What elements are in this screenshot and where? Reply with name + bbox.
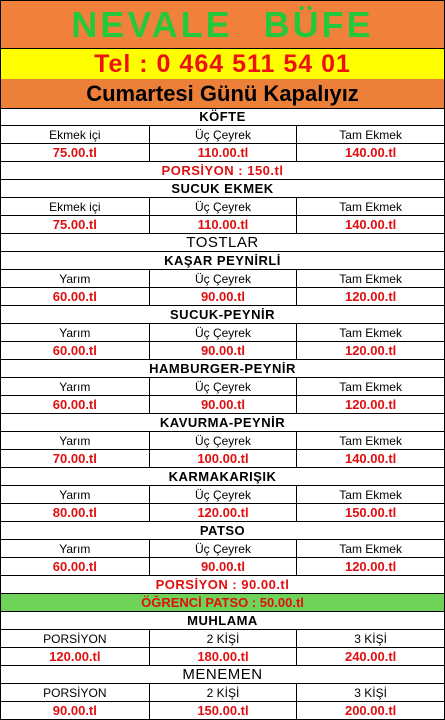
price-cell: 120.00.tl bbox=[296, 288, 444, 305]
price-cell: 140.00.tl bbox=[296, 216, 444, 233]
price-row-hamburger bbox=[1, 396, 444, 414]
section-title-sucuk-peynir: SUCUK-PEYNİR bbox=[1, 306, 444, 324]
price-cell: 120.00.tl bbox=[149, 504, 297, 521]
label-cell: Tam Ekmek bbox=[296, 270, 444, 287]
section-title-muhlama: MUHLAMA bbox=[1, 612, 444, 630]
label-cell: Üç Çeyrek bbox=[149, 270, 297, 287]
price-cell: 75.00.tl bbox=[52, 217, 97, 232]
label-row-kofte bbox=[1, 126, 444, 144]
label-row-karmakarisik bbox=[1, 486, 444, 504]
price-row-kofte bbox=[1, 144, 444, 162]
porsiyon-kofte: PORSİYON : 150.tl bbox=[1, 162, 444, 180]
label-cell: Tam Ekmek bbox=[296, 540, 444, 557]
label-cell: Üç Çeyrek bbox=[149, 126, 297, 143]
label-cell: Ekmek içi bbox=[49, 127, 101, 142]
section-title-patso: PATSO bbox=[1, 522, 444, 540]
label-row-hamburger bbox=[1, 378, 444, 396]
price-cell: 90.00.tl bbox=[149, 288, 297, 305]
label-row-sucuk-ekmek bbox=[1, 198, 444, 216]
price-cell: 90.00.tl bbox=[149, 342, 297, 359]
price-cell: 120.00.tl bbox=[296, 396, 444, 413]
price-cell: 120.00.tl bbox=[296, 342, 444, 359]
section-title-kofte: KÖFTE bbox=[1, 108, 444, 126]
label-row-kasar bbox=[1, 270, 444, 288]
title-band bbox=[1, 1, 444, 48]
price-cell: 75.00.tl bbox=[52, 145, 97, 160]
price-cell: 70.00.tl bbox=[52, 451, 97, 466]
price-cell: 90.00.tl bbox=[149, 558, 297, 575]
label-cell: 3 KİŞİ bbox=[296, 630, 444, 647]
price-cell: 100.00.tl bbox=[149, 450, 297, 467]
section-title-hamburger: HAMBURGER-PEYNİR bbox=[1, 360, 444, 378]
label-cell: Üç Çeyrek bbox=[149, 432, 297, 449]
section-title-menemen: MENEMEN bbox=[1, 666, 444, 684]
label-row-muhlama bbox=[1, 630, 444, 648]
label-cell: Tam Ekmek bbox=[296, 432, 444, 449]
label-cell: Yarım bbox=[59, 271, 91, 286]
price-row-sucuk-ekmek bbox=[1, 216, 444, 234]
price-cell: 180.00.tl bbox=[149, 648, 297, 665]
label-cell: Tam Ekmek bbox=[296, 486, 444, 503]
phone-number: Tel : 0 464 511 54 01 bbox=[94, 49, 351, 78]
label-cell: 3 KİŞİ bbox=[296, 684, 444, 701]
porsiyon-patso: PORSİYON : 90.00.tl bbox=[1, 576, 444, 594]
label-row-patso bbox=[1, 540, 444, 558]
price-cell: 150.00.tl bbox=[296, 504, 444, 521]
label-row-kavurma bbox=[1, 432, 444, 450]
phone-band bbox=[1, 48, 444, 80]
price-cell: 90.00.tl bbox=[149, 396, 297, 413]
price-row-menemen bbox=[1, 702, 444, 720]
section-title-sucuk-ekmek: SUCUK EKMEK bbox=[1, 180, 444, 198]
label-cell: Yarım bbox=[59, 325, 91, 340]
label-cell: Tam Ekmek bbox=[296, 126, 444, 143]
label-row-sucuk-peynir bbox=[1, 324, 444, 342]
closed-notice: Cumartesi Günü Kapalıyız bbox=[86, 80, 359, 106]
price-row-kavurma bbox=[1, 450, 444, 468]
price-cell: 80.00.tl bbox=[52, 505, 97, 520]
label-row-menemen bbox=[1, 684, 444, 702]
price-cell: 110.00.tl bbox=[149, 216, 297, 233]
label-cell: Yarım bbox=[59, 433, 91, 448]
label-cell: Üç Çeyrek bbox=[149, 540, 297, 557]
label-cell: Üç Çeyrek bbox=[149, 378, 297, 395]
tostlar-heading: TOSTLAR bbox=[1, 234, 444, 252]
label-cell: Tam Ekmek bbox=[296, 324, 444, 341]
price-cell: 200.00.tl bbox=[296, 702, 444, 719]
label-cell: Yarım bbox=[59, 379, 91, 394]
section-title-kavurma: KAVURMA-PEYNİR bbox=[1, 414, 444, 432]
price-cell: 120.00.tl bbox=[296, 558, 444, 575]
price-cell: 60.00.tl bbox=[52, 559, 97, 574]
price-cell: 90.00.tl bbox=[52, 703, 97, 718]
label-cell: Yarım bbox=[59, 487, 91, 502]
label-cell: PORSİYON bbox=[43, 685, 107, 700]
price-cell: 60.00.tl bbox=[52, 289, 97, 304]
shop-title: NEVALE BÜFE bbox=[71, 3, 374, 45]
label-cell: Yarım bbox=[59, 541, 91, 556]
price-cell: 60.00.tl bbox=[52, 397, 97, 412]
label-cell: Tam Ekmek bbox=[296, 378, 444, 395]
label-cell: 2 KİŞİ bbox=[149, 630, 297, 647]
price-cell: 120.00.tl bbox=[49, 649, 101, 664]
price-row-muhlama bbox=[1, 648, 444, 666]
label-cell: PORSİYON bbox=[43, 631, 107, 646]
price-cell: 110.00.tl bbox=[149, 144, 297, 161]
price-cell: 150.00.tl bbox=[149, 702, 297, 719]
label-cell: Tam Ekmek bbox=[296, 198, 444, 215]
section-title-kasar: KAŞAR PEYNİRLİ bbox=[1, 252, 444, 270]
label-cell: Üç Çeyrek bbox=[149, 486, 297, 503]
price-cell: 60.00.tl bbox=[52, 343, 97, 358]
label-cell: Ekmek içi bbox=[49, 199, 101, 214]
price-row-kasar bbox=[1, 288, 444, 306]
label-cell: Üç Çeyrek bbox=[149, 324, 297, 341]
ogrenci-patso: ÖĞRENCİ PATSO : 50.00.tl bbox=[1, 594, 444, 612]
price-row-sucuk-peynir bbox=[1, 342, 444, 360]
label-cell: 2 KİŞİ bbox=[149, 684, 297, 701]
closed-notice-band bbox=[1, 79, 444, 109]
price-cell: 140.00.tl bbox=[296, 144, 444, 161]
section-title-karmakarisik: KARMAKARIŞIK bbox=[1, 468, 444, 486]
price-row-patso bbox=[1, 558, 444, 576]
price-row-karmakarisik bbox=[1, 504, 444, 522]
price-cell: 240.00.tl bbox=[296, 648, 444, 665]
label-cell: Üç Çeyrek bbox=[149, 198, 297, 215]
price-cell: 140.00.tl bbox=[296, 450, 444, 467]
